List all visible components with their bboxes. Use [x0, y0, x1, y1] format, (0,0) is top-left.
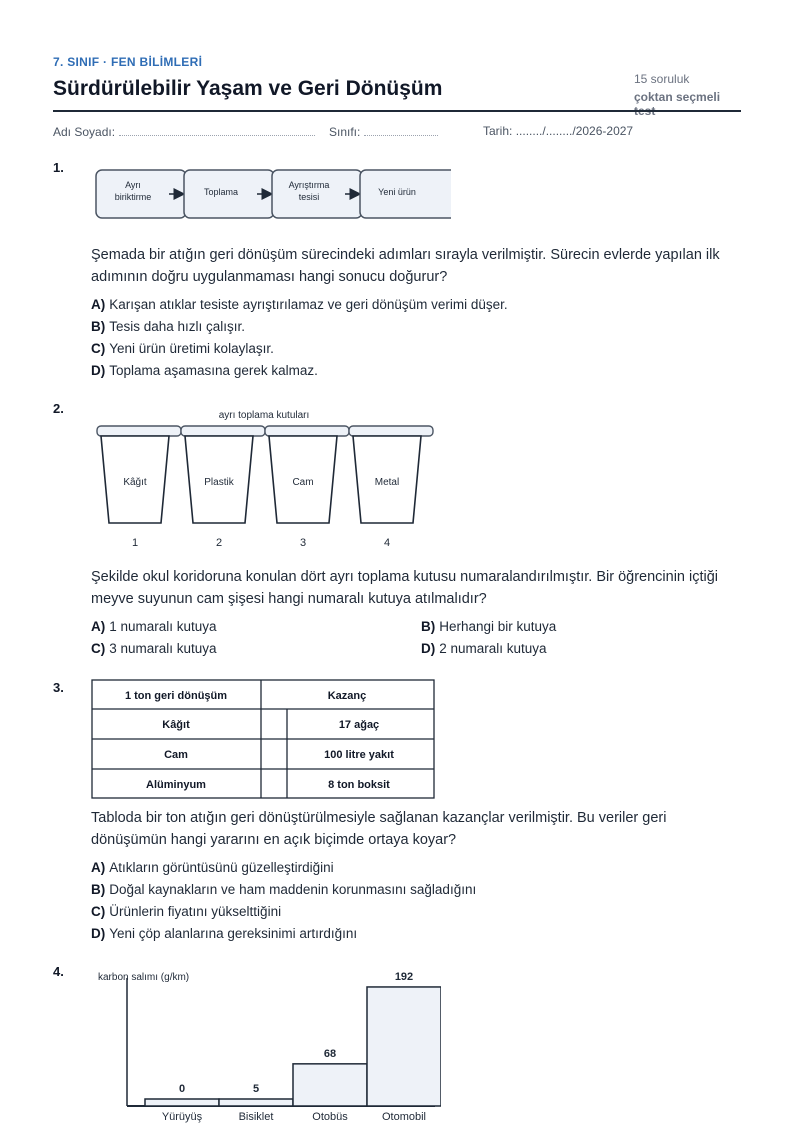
table-cell: Kâğıt	[162, 719, 190, 731]
figure-caption: ayrı toplama kutuları	[218, 410, 310, 421]
question-number: 3.	[53, 680, 64, 695]
answer-option[interactable]: C) Ürünlerin fiyatını yükselttiğini	[91, 904, 282, 919]
bar	[145, 1099, 219, 1106]
bar	[367, 987, 441, 1106]
table-header: Kazanç	[327, 690, 367, 702]
grade-label: 7. SINIF · FEN BİLİMLERİ	[53, 55, 203, 69]
table-cell: 8 ton boksit	[328, 779, 390, 791]
question-number: 4.	[53, 964, 64, 979]
bin	[97, 426, 181, 549]
question-4	[91, 966, 741, 1123]
header-divider	[53, 110, 741, 112]
bin-lid	[349, 426, 433, 436]
bin-number: 2	[215, 537, 223, 549]
bin	[349, 426, 433, 549]
question-stem: Şemada bir atığın geri dönüşüm sürecindeki adımları sırayla verilmiştir. Sürecin evlerde yapılan ilk adımının doğru uygulanmaması hangi sonucu doğurur?	[91, 247, 720, 285]
bin-label: Kâğıt	[123, 477, 147, 488]
y-axis-label: karbon salımı (g/km)	[98, 972, 190, 983]
carbon-emission-chart	[91, 966, 441, 1123]
test-type: çoktan seçmeli test	[634, 90, 721, 118]
bin-label: Plastik	[204, 477, 234, 488]
bin-number: 4	[383, 537, 391, 549]
answer-option[interactable]: B) Doğal kaynakların ve ham maddenin korunmasını sağladığını	[91, 882, 477, 897]
answer-option[interactable]: D) 2 numaralı kutuya	[421, 641, 547, 656]
data-label: 0	[178, 1083, 186, 1095]
bin-lid	[181, 426, 265, 436]
bar	[293, 1064, 367, 1106]
recycling-gains-table	[91, 679, 436, 801]
question-number: 2.	[53, 401, 64, 416]
bin-lid	[97, 426, 181, 436]
recycling-bins-figure	[91, 404, 441, 552]
flow-step-label: Yeni ürün	[378, 187, 416, 197]
question-2	[91, 404, 741, 660]
question-stem: Tabloda bir ton atığın geri dönüştürülmesiyle sağlanan kazançlar verilmiştir. Bu veriler geri dönüşümün hangi yararını en açık biçimde ortaya koyar?	[91, 810, 667, 848]
flow-step-label: Ayrı	[125, 180, 141, 190]
date-field[interactable]	[483, 124, 633, 138]
answer-option[interactable]: C) 3 numaralı kutuya	[91, 641, 217, 656]
date-value: ......../......../2026-2027	[515, 124, 634, 138]
flow-step	[360, 170, 451, 218]
question-1	[91, 168, 741, 382]
class-label: Sınıfı:	[329, 125, 361, 139]
name-label: Adı Soyadı:	[53, 125, 116, 139]
bar	[219, 1099, 293, 1106]
flow-step-label: Toplama	[203, 187, 239, 197]
question-number: 1.	[53, 160, 64, 175]
bin-number: 1	[131, 537, 139, 549]
answer-option[interactable]: A) Atıkların görüntüsünü güzelleştirdiğini	[91, 860, 334, 875]
answer-option[interactable]: A) 1 numaralı kutuya	[91, 619, 217, 634]
answer-options	[91, 857, 741, 945]
class-blank[interactable]	[364, 124, 438, 136]
x-tick-label: Bisiklet	[238, 1111, 274, 1123]
table-cell: 100 litre yakıt	[324, 749, 394, 761]
question-count: 15 soruluk	[634, 72, 690, 86]
answer-options	[91, 294, 741, 382]
answer-option[interactable]: B) Tesis daha hızlı çalışır.	[91, 319, 246, 334]
question-3	[91, 679, 741, 945]
answer-option[interactable]: D) Yeni çöp alanlarına gereksinimi artırdığını	[91, 926, 358, 941]
flow-step-label: tesisi	[298, 192, 320, 202]
name-field[interactable]	[53, 124, 315, 139]
table-header: 1 ton geri dönüşüm	[124, 690, 228, 702]
x-tick-label: Otomobil	[381, 1111, 427, 1123]
date-label: Tarih:	[483, 124, 513, 138]
bin	[265, 426, 349, 549]
table-cell: Cam	[164, 749, 188, 761]
bin-number: 3	[299, 537, 307, 549]
process-flow-diagram	[91, 168, 451, 222]
flow-step-label: Ayrıştırma	[288, 180, 330, 190]
page-title: Sürdürülebilir Yaşam ve Geri Dönüşüm	[53, 77, 443, 100]
class-field[interactable]	[329, 124, 438, 139]
x-tick-label: Otobüs	[312, 1111, 348, 1123]
answer-options	[91, 616, 741, 660]
data-label: 5	[252, 1083, 260, 1095]
flow-step-label: biriktirme	[114, 192, 152, 202]
answer-option[interactable]: A) Karışan atıklar tesiste ayrıştırılamaz ve geri dönüşüm verimi düşer.	[91, 297, 508, 312]
bin-label: Cam	[292, 477, 314, 488]
data-label: 68	[323, 1047, 337, 1060]
answer-option[interactable]: B) Herhangi bir kutuya	[421, 619, 557, 634]
bin-lid	[265, 426, 349, 436]
question-stem: Şekilde okul koridoruna konulan dört ayrı toplama kutusu numaralandırılmıştır. Bir öğrencinin içtiği meyve suyunun cam şişesi hangi numaralı kutuya atılmalıdır?	[91, 569, 719, 607]
name-blank[interactable]	[119, 124, 315, 136]
bin	[181, 426, 265, 549]
bin-label: Metal	[374, 477, 400, 488]
student-info-fields	[53, 124, 741, 140]
x-tick-label: Yürüyüş	[161, 1111, 203, 1123]
answer-option[interactable]: D) Toplama aşamasına gerek kalmaz.	[91, 363, 318, 378]
table-cell: Alüminyum	[146, 779, 206, 791]
data-label: 192	[394, 970, 414, 983]
answer-option[interactable]: C) Yeni ürün üretimi kolaylaşır.	[91, 341, 274, 356]
table-cell: 17 ağaç	[338, 719, 380, 731]
